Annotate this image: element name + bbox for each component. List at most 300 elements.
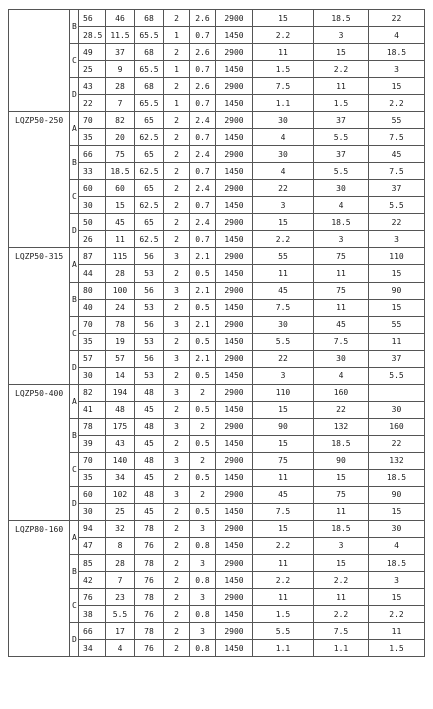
cell-col-5: 0.5 xyxy=(190,435,216,452)
table-row xyxy=(9,44,425,61)
cell-head: 34 xyxy=(106,469,135,486)
cell-power-max: 18.5 xyxy=(369,44,425,61)
cell-col-5: 3 xyxy=(190,520,216,537)
pump-spec-table xyxy=(8,9,425,657)
table-row xyxy=(9,10,425,27)
cell-speed: 1450 xyxy=(216,299,253,316)
cell-power-mid: 2.2 xyxy=(314,61,369,78)
cell-power-max: 22 xyxy=(369,214,425,231)
cell-efficiency: 78 xyxy=(135,623,164,640)
cell-efficiency: 56 xyxy=(135,316,164,333)
cell-head: 11.5 xyxy=(106,27,135,44)
cell-head: 19 xyxy=(106,333,135,350)
cell-speed: 1450 xyxy=(216,129,253,146)
cell-power-max: 90 xyxy=(369,282,425,299)
cell-head: 28 xyxy=(106,555,135,572)
cell-flow-rate: 25 xyxy=(79,61,106,78)
cell-npsh: 2 xyxy=(164,163,190,180)
cell-col-5: 0.7 xyxy=(190,129,216,146)
cell-head: 8 xyxy=(106,537,135,554)
cell-power-min: 3 xyxy=(253,367,314,384)
cell-col-5: 2.6 xyxy=(190,78,216,95)
cell-power-mid: 18.5 xyxy=(314,435,369,452)
cell-col-5: 0.5 xyxy=(190,367,216,384)
cell-col-5: 2.4 xyxy=(190,146,216,163)
cell-flow-rate: 66 xyxy=(79,146,106,163)
cell-col-5: 0.5 xyxy=(190,299,216,316)
cell-power-max: 45 xyxy=(369,146,425,163)
cell-power-min: 11 xyxy=(253,589,314,606)
cell-power-max: 3 xyxy=(369,231,425,248)
cell-power-min: 1.5 xyxy=(253,61,314,78)
cell-col-5: 2.6 xyxy=(190,10,216,27)
cell-power-max xyxy=(369,384,425,401)
cell-efficiency: 62.5 xyxy=(135,129,164,146)
table-row xyxy=(9,384,425,401)
impeller-variant-cell: B xyxy=(70,418,79,452)
cell-npsh: 1 xyxy=(164,27,190,44)
cell-col-5: 0.8 xyxy=(190,572,216,589)
table-row xyxy=(9,555,425,572)
cell-npsh: 2 xyxy=(164,640,190,657)
cell-efficiency: 62.5 xyxy=(135,231,164,248)
cell-col-5: 0.7 xyxy=(190,95,216,112)
cell-npsh: 2 xyxy=(164,367,190,384)
cell-speed: 2900 xyxy=(216,384,253,401)
cell-power-min: 22 xyxy=(253,180,314,197)
cell-efficiency: 45 xyxy=(135,503,164,520)
cell-power-mid: 30 xyxy=(314,180,369,197)
cell-power-mid: 11 xyxy=(314,265,369,282)
cell-power-min: 45 xyxy=(253,486,314,503)
cell-efficiency: 65 xyxy=(135,214,164,231)
cell-speed: 1450 xyxy=(216,469,253,486)
cell-col-5: 2.1 xyxy=(190,350,216,367)
cell-speed: 2900 xyxy=(216,350,253,367)
cell-col-5: 2.4 xyxy=(190,180,216,197)
cell-head: 140 xyxy=(106,452,135,469)
cell-speed: 2900 xyxy=(216,589,253,606)
cell-power-min: 7.5 xyxy=(253,299,314,316)
cell-power-max: 3 xyxy=(369,61,425,78)
impeller-variant-cell: B xyxy=(70,555,79,589)
impeller-variant-cell: A xyxy=(70,112,79,146)
cell-npsh: 2 xyxy=(164,10,190,27)
cell-power-mid: 22 xyxy=(314,401,369,418)
cell-npsh: 3 xyxy=(164,248,190,265)
cell-power-min: 11 xyxy=(253,265,314,282)
cell-power-min: 75 xyxy=(253,452,314,469)
cell-head: 4 xyxy=(106,640,135,657)
cell-head: 28 xyxy=(106,78,135,95)
cell-speed: 2900 xyxy=(216,78,253,95)
cell-power-mid: 2.2 xyxy=(314,572,369,589)
cell-efficiency: 56 xyxy=(135,350,164,367)
table-row xyxy=(9,282,425,299)
cell-speed: 1450 xyxy=(216,163,253,180)
cell-npsh: 2 xyxy=(164,146,190,163)
cell-power-max: 22 xyxy=(369,435,425,452)
cell-col-5: 2.1 xyxy=(190,282,216,299)
cell-head: 175 xyxy=(106,418,135,435)
cell-power-mid: 2.2 xyxy=(314,606,369,623)
cell-power-max: 5.5 xyxy=(369,367,425,384)
cell-power-min: 15 xyxy=(253,435,314,452)
model-name-cell: LQZP50-250 xyxy=(9,112,70,248)
cell-power-max: 90 xyxy=(369,486,425,503)
table-row xyxy=(9,316,425,333)
cell-col-5: 0.5 xyxy=(190,503,216,520)
cell-head: 20 xyxy=(106,129,135,146)
cell-npsh: 3 xyxy=(164,384,190,401)
cell-col-5: 0.8 xyxy=(190,606,216,623)
impeller-variant-cell: C xyxy=(70,180,79,214)
cell-power-max: 7.5 xyxy=(369,163,425,180)
cell-power-max: 1.5 xyxy=(369,640,425,657)
cell-col-5: 0.5 xyxy=(190,401,216,418)
cell-npsh: 2 xyxy=(164,606,190,623)
cell-npsh: 2 xyxy=(164,589,190,606)
table-row xyxy=(9,214,425,231)
cell-power-min: 11 xyxy=(253,44,314,61)
cell-col-5: 3 xyxy=(190,555,216,572)
impeller-variant-cell: B xyxy=(70,10,79,44)
model-name-cell: LQZP80-160 xyxy=(9,520,70,656)
cell-power-max: 11 xyxy=(369,333,425,350)
cell-power-max: 55 xyxy=(369,112,425,129)
cell-efficiency: 68 xyxy=(135,44,164,61)
cell-npsh: 3 xyxy=(164,486,190,503)
cell-power-mid: 37 xyxy=(314,146,369,163)
cell-head: 75 xyxy=(106,146,135,163)
cell-head: 48 xyxy=(106,401,135,418)
cell-power-max: 15 xyxy=(369,589,425,606)
cell-power-min: 15 xyxy=(253,214,314,231)
cell-power-mid: 7.5 xyxy=(314,623,369,640)
cell-speed: 2900 xyxy=(216,452,253,469)
cell-power-mid: 45 xyxy=(314,316,369,333)
cell-speed: 1450 xyxy=(216,197,253,214)
cell-power-max: 110 xyxy=(369,248,425,265)
cell-head: 57 xyxy=(106,350,135,367)
cell-flow-rate: 87 xyxy=(79,248,106,265)
cell-npsh: 2 xyxy=(164,520,190,537)
cell-npsh: 2 xyxy=(164,401,190,418)
cell-flow-rate: 35 xyxy=(79,333,106,350)
cell-npsh: 2 xyxy=(164,572,190,589)
cell-flow-rate: 85 xyxy=(79,555,106,572)
cell-npsh: 2 xyxy=(164,299,190,316)
cell-flow-rate: 40 xyxy=(79,299,106,316)
table-row xyxy=(9,623,425,640)
cell-power-mid: 30 xyxy=(314,350,369,367)
cell-col-5: 2.4 xyxy=(190,112,216,129)
cell-head: 18.5 xyxy=(106,163,135,180)
cell-npsh: 2 xyxy=(164,129,190,146)
cell-npsh: 2 xyxy=(164,214,190,231)
cell-power-min: 2.2 xyxy=(253,27,314,44)
cell-power-min: 4 xyxy=(253,163,314,180)
cell-power-mid: 160 xyxy=(314,384,369,401)
cell-efficiency: 56 xyxy=(135,282,164,299)
cell-speed: 2900 xyxy=(216,146,253,163)
cell-power-mid: 90 xyxy=(314,452,369,469)
impeller-variant-cell: D xyxy=(70,623,79,657)
impeller-variant-cell: D xyxy=(70,486,79,520)
cell-power-mid: 18.5 xyxy=(314,520,369,537)
cell-speed: 2900 xyxy=(216,10,253,27)
cell-npsh: 1 xyxy=(164,61,190,78)
cell-col-5: 0.8 xyxy=(190,640,216,657)
table-row xyxy=(9,248,425,265)
cell-efficiency: 68 xyxy=(135,78,164,95)
cell-power-max: 15 xyxy=(369,265,425,282)
cell-power-mid: 75 xyxy=(314,486,369,503)
cell-efficiency: 48 xyxy=(135,418,164,435)
cell-power-mid: 5.5 xyxy=(314,129,369,146)
table-row xyxy=(9,589,425,606)
cell-power-max: 18.5 xyxy=(369,469,425,486)
cell-power-min: 5.5 xyxy=(253,623,314,640)
impeller-variant-cell: C xyxy=(70,44,79,78)
cell-power-max: 11 xyxy=(369,623,425,640)
cell-speed: 2900 xyxy=(216,112,253,129)
impeller-variant-cell: C xyxy=(70,589,79,623)
cell-col-5: 0.8 xyxy=(190,537,216,554)
cell-npsh: 3 xyxy=(164,282,190,299)
cell-power-min: 7.5 xyxy=(253,503,314,520)
cell-npsh: 3 xyxy=(164,350,190,367)
cell-flow-rate: 70 xyxy=(79,112,106,129)
cell-power-min: 2.2 xyxy=(253,231,314,248)
impeller-variant-cell: A xyxy=(70,384,79,418)
cell-speed: 2900 xyxy=(216,418,253,435)
cell-power-min: 1.1 xyxy=(253,95,314,112)
cell-speed: 2900 xyxy=(216,44,253,61)
cell-npsh: 1 xyxy=(164,95,190,112)
cell-npsh: 2 xyxy=(164,503,190,520)
cell-efficiency: 65.5 xyxy=(135,27,164,44)
cell-power-min: 7.5 xyxy=(253,78,314,95)
cell-power-mid: 4 xyxy=(314,197,369,214)
cell-col-5: 0.7 xyxy=(190,61,216,78)
cell-speed: 1450 xyxy=(216,537,253,554)
cell-speed: 1450 xyxy=(216,265,253,282)
cell-head: 7 xyxy=(106,95,135,112)
cell-power-max: 7.5 xyxy=(369,129,425,146)
cell-power-mid: 132 xyxy=(314,418,369,435)
impeller-variant-cell: A xyxy=(70,520,79,554)
cell-col-5: 2 xyxy=(190,418,216,435)
cell-col-5: 3 xyxy=(190,623,216,640)
cell-efficiency: 65 xyxy=(135,112,164,129)
cell-power-max: 2.2 xyxy=(369,95,425,112)
cell-flow-rate: 60 xyxy=(79,180,106,197)
cell-efficiency: 56 xyxy=(135,248,164,265)
cell-power-mid: 11 xyxy=(314,299,369,316)
cell-col-5: 0.7 xyxy=(190,231,216,248)
cell-head: 194 xyxy=(106,384,135,401)
cell-efficiency: 53 xyxy=(135,265,164,282)
cell-npsh: 3 xyxy=(164,316,190,333)
cell-npsh: 2 xyxy=(164,469,190,486)
cell-power-max: 22 xyxy=(369,10,425,27)
table-row xyxy=(9,146,425,163)
cell-col-5: 0.7 xyxy=(190,163,216,180)
cell-power-min: 2.2 xyxy=(253,537,314,554)
table-body xyxy=(9,10,425,657)
cell-head: 17 xyxy=(106,623,135,640)
cell-flow-rate: 30 xyxy=(79,197,106,214)
cell-power-mid: 15 xyxy=(314,469,369,486)
cell-head: 25 xyxy=(106,503,135,520)
cell-head: 14 xyxy=(106,367,135,384)
cell-efficiency: 68 xyxy=(135,10,164,27)
cell-speed: 1450 xyxy=(216,27,253,44)
cell-npsh: 2 xyxy=(164,78,190,95)
cell-power-max: 55 xyxy=(369,316,425,333)
cell-flow-rate: 82 xyxy=(79,384,106,401)
cell-npsh: 2 xyxy=(164,265,190,282)
cell-flow-rate: 42 xyxy=(79,572,106,589)
impeller-variant-cell: D xyxy=(70,214,79,248)
cell-power-min: 30 xyxy=(253,112,314,129)
cell-npsh: 2 xyxy=(164,623,190,640)
cell-npsh: 2 xyxy=(164,180,190,197)
cell-efficiency: 78 xyxy=(135,589,164,606)
cell-power-mid: 75 xyxy=(314,248,369,265)
cell-speed: 1450 xyxy=(216,503,253,520)
cell-flow-rate: 94 xyxy=(79,520,106,537)
cell-efficiency: 62.5 xyxy=(135,163,164,180)
table-row xyxy=(9,486,425,503)
cell-col-5: 2.1 xyxy=(190,248,216,265)
cell-head: 43 xyxy=(106,435,135,452)
cell-head: 60 xyxy=(106,180,135,197)
cell-col-5: 0.7 xyxy=(190,27,216,44)
impeller-variant-cell: B xyxy=(70,146,79,180)
cell-speed: 1450 xyxy=(216,640,253,657)
cell-col-5: 3 xyxy=(190,589,216,606)
cell-speed: 2900 xyxy=(216,486,253,503)
cell-power-min: 30 xyxy=(253,146,314,163)
cell-speed: 1450 xyxy=(216,606,253,623)
cell-flow-rate: 39 xyxy=(79,435,106,452)
pump-spec-table-wrapper xyxy=(8,9,425,657)
cell-efficiency: 48 xyxy=(135,452,164,469)
cell-speed: 1450 xyxy=(216,367,253,384)
impeller-variant-cell: A xyxy=(70,248,79,282)
cell-col-5: 0.5 xyxy=(190,469,216,486)
cell-flow-rate: 50 xyxy=(79,214,106,231)
cell-head: 45 xyxy=(106,214,135,231)
cell-head: 7 xyxy=(106,572,135,589)
cell-efficiency: 65 xyxy=(135,180,164,197)
cell-power-min: 15 xyxy=(253,401,314,418)
cell-flow-rate: 70 xyxy=(79,452,106,469)
table-row xyxy=(9,78,425,95)
cell-speed: 2900 xyxy=(216,214,253,231)
cell-power-min: 45 xyxy=(253,282,314,299)
cell-speed: 2900 xyxy=(216,520,253,537)
cell-power-mid: 15 xyxy=(314,555,369,572)
cell-flow-rate: 26 xyxy=(79,231,106,248)
cell-efficiency: 45 xyxy=(135,435,164,452)
cell-head: 24 xyxy=(106,299,135,316)
impeller-variant-cell: C xyxy=(70,452,79,486)
cell-flow-rate: 56 xyxy=(79,10,106,27)
cell-flow-rate: 41 xyxy=(79,401,106,418)
cell-head: 37 xyxy=(106,44,135,61)
table-row xyxy=(9,350,425,367)
cell-npsh: 2 xyxy=(164,333,190,350)
cell-power-min: 110 xyxy=(253,384,314,401)
cell-efficiency: 76 xyxy=(135,537,164,554)
cell-power-mid: 1.5 xyxy=(314,95,369,112)
cell-speed: 2900 xyxy=(216,282,253,299)
cell-npsh: 2 xyxy=(164,537,190,554)
cell-speed: 1450 xyxy=(216,61,253,78)
cell-col-5: 2 xyxy=(190,486,216,503)
cell-npsh: 2 xyxy=(164,555,190,572)
cell-flow-rate: 30 xyxy=(79,367,106,384)
cell-npsh: 3 xyxy=(164,452,190,469)
cell-power-max: 18.5 xyxy=(369,555,425,572)
cell-col-5: 2.1 xyxy=(190,316,216,333)
cell-flow-rate: 47 xyxy=(79,537,106,554)
model-name-cell xyxy=(9,10,70,112)
cell-power-mid: 37 xyxy=(314,112,369,129)
cell-col-5: 2.4 xyxy=(190,214,216,231)
cell-speed: 1450 xyxy=(216,95,253,112)
cell-efficiency: 53 xyxy=(135,299,164,316)
cell-efficiency: 76 xyxy=(135,572,164,589)
cell-head: 100 xyxy=(106,282,135,299)
cell-efficiency: 78 xyxy=(135,520,164,537)
cell-head: 82 xyxy=(106,112,135,129)
impeller-variant-cell: B xyxy=(70,282,79,316)
cell-head: 46 xyxy=(106,10,135,27)
cell-flow-rate: 35 xyxy=(79,469,106,486)
cell-speed: 1450 xyxy=(216,231,253,248)
cell-speed: 1450 xyxy=(216,401,253,418)
cell-power-max: 4 xyxy=(369,537,425,554)
cell-power-mid: 18.5 xyxy=(314,214,369,231)
cell-power-max: 160 xyxy=(369,418,425,435)
cell-power-min: 11 xyxy=(253,555,314,572)
cell-col-5: 0.5 xyxy=(190,265,216,282)
cell-flow-rate: 34 xyxy=(79,640,106,657)
cell-flow-rate: 22 xyxy=(79,95,106,112)
cell-speed: 2900 xyxy=(216,248,253,265)
cell-power-max: 37 xyxy=(369,350,425,367)
cell-npsh: 2 xyxy=(164,197,190,214)
cell-speed: 1450 xyxy=(216,333,253,350)
cell-head: 11 xyxy=(106,231,135,248)
cell-power-mid: 1.1 xyxy=(314,640,369,657)
cell-power-mid: 11 xyxy=(314,503,369,520)
cell-head: 15 xyxy=(106,197,135,214)
cell-power-mid: 75 xyxy=(314,282,369,299)
cell-head: 32 xyxy=(106,520,135,537)
cell-power-max: 2.2 xyxy=(369,606,425,623)
cell-power-max: 15 xyxy=(369,299,425,316)
cell-power-max: 5.5 xyxy=(369,197,425,214)
cell-power-mid: 5.5 xyxy=(314,163,369,180)
cell-speed: 1450 xyxy=(216,572,253,589)
cell-head: 23 xyxy=(106,589,135,606)
cell-efficiency: 65 xyxy=(135,146,164,163)
